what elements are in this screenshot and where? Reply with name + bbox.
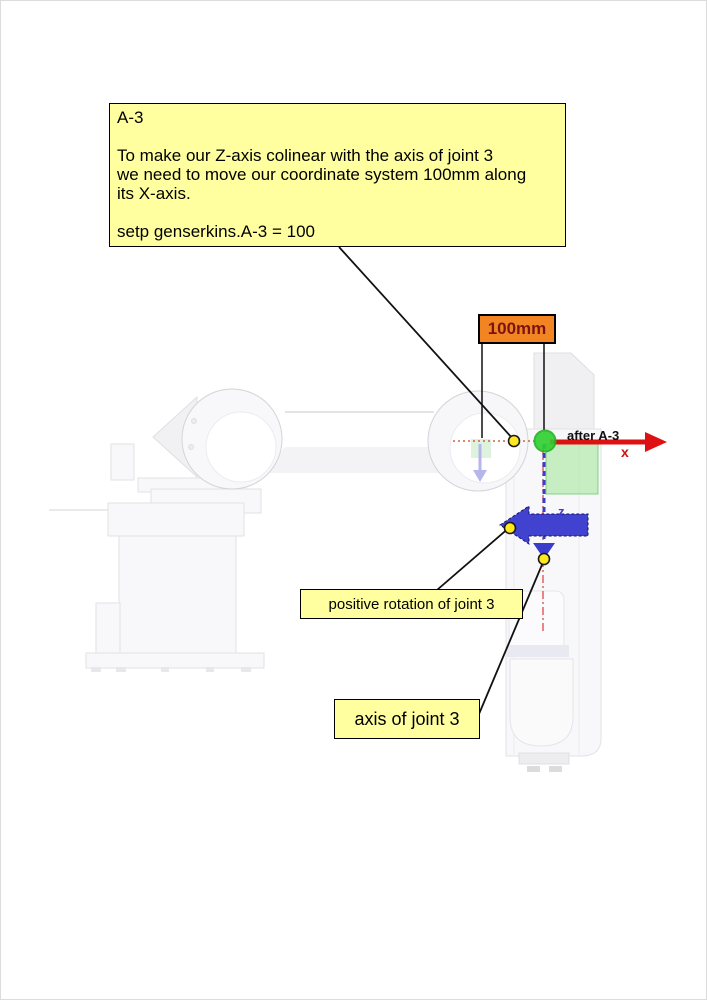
forearm-top-housing — [534, 353, 594, 431]
shoulder-joint-hub — [206, 412, 276, 482]
note-title: A-3 — [117, 108, 144, 127]
axis-of-joint-callout — [334, 699, 480, 739]
note-body — [117, 146, 558, 203]
z-axis-label: z — [558, 504, 565, 519]
after-a3-label: after A-3 — [567, 428, 620, 443]
note-line-1: To make our Z-axis colinear with the axis of joint 3 — [117, 146, 494, 165]
upper-arm-link — [263, 447, 449, 473]
x-axis-label: x — [621, 444, 629, 460]
robot-arm — [49, 353, 601, 772]
forearm-band — [507, 645, 569, 657]
axis-point-marker — [539, 554, 550, 565]
positive-rotation-label: positive rotation of joint 3 — [328, 595, 495, 613]
note-command: setp genserkins.A-3 = 100 — [117, 222, 315, 241]
positive-rotation-callout — [300, 589, 523, 619]
dimension-label-box — [478, 314, 556, 344]
axis-of-joint-label: axis of joint 3 — [354, 708, 460, 729]
forearm-lower-shell — [510, 659, 573, 746]
new-frame-plane — [546, 444, 598, 494]
note-line-3: its X-axis. — [117, 184, 191, 203]
note-line-2: we need to move our coordinate system 100mm along — [117, 165, 527, 184]
offset-point-marker — [509, 436, 520, 447]
origin-marker-green-dot — [535, 431, 556, 452]
note-box — [109, 103, 566, 247]
dimension-label: 100mm — [487, 319, 547, 338]
rotation-point-marker — [505, 523, 516, 534]
tool-flange — [519, 753, 569, 764]
rotation-leader-line — [437, 527, 510, 590]
